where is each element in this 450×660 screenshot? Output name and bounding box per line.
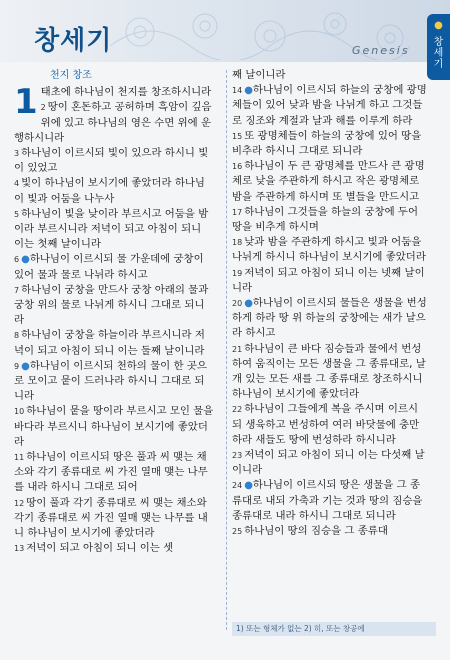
verse-text: 하나님이 궁창을 만드사 궁창 아래의 물과 궁창 위의 물로 나뉘게 하시니 그대로 되니라	[14, 283, 209, 327]
verse-text: 하나님이 빛을 낮이라 부르시고 어둠을 밤이라 부르시니라 저녁이 되고 아침이 되니 이는 첫째 날이니라	[14, 207, 209, 251]
verse	[14, 328, 214, 358]
tab-marker-icon: ●	[434, 20, 443, 31]
side-tab-char: 세	[433, 48, 444, 59]
verse-text: 하나님이 두 큰 광명체를 만드사 큰 광명체로 낮을 주관하게 하시고 작은 광명체로 밤을 주관하게 하시며 또 별들을 만드시고	[232, 160, 425, 203]
verse	[232, 448, 428, 478]
verse	[232, 478, 428, 524]
verse-text: 저녁이 되고 아침이 되니 이는 다섯째 날이니라	[232, 449, 425, 477]
verse-text: 하나님이 이르시되 천하의 물이 한 곳으로 모이고 뭍이 드러나라 하시니 그대로 되니라	[14, 359, 207, 403]
verse	[14, 252, 214, 282]
verse	[232, 83, 428, 129]
verse-text: 낮과 밤을 주관하게 하시고 빛과 어둠을 나뉘게 하시니 하나님이 보시기에 좋았더라	[232, 236, 426, 264]
chapter-number: 1	[14, 82, 38, 123]
verse-text: 하나님이 이르시되 물들은 생물을 번성하게 하라 땅 위 하늘의 궁창에는 새가 날으라 하시고	[232, 297, 427, 340]
verse-number: 16	[232, 162, 243, 172]
verse-text: 하나님이 큰 바다 짐승들과 물에서 번성하여 움직이는 모든 생물을 그 종류대로, 날개 있는 모든 새를 그 종류대로 창조하시니 하나님이 보시기에 좋았더라	[232, 342, 426, 401]
section-title: 천지 창조	[50, 70, 92, 81]
verse	[14, 100, 214, 146]
verse	[232, 159, 428, 205]
verse	[232, 296, 428, 342]
verse	[232, 235, 428, 265]
verse	[14, 404, 214, 450]
verse-list	[14, 82, 214, 556]
verse-number: 24	[232, 481, 243, 491]
verse-text: 하나님이 이르시되 하늘의 궁창에 광명체들이 있어 낮과 밤을 나뉘게 하고 그것들로 징조와 계절과 날과 해를 이루게 하라	[232, 84, 427, 127]
verse-text: 땅이 풀과 각기 종류대로 씨 맺는 채소와 각기 종류대로 씨 가진 열매 맺는 나무를 내니 하나님이 보시기에 좋았더라	[14, 496, 208, 540]
paragraph-marker-icon: ●	[244, 480, 253, 492]
verse-text: 태초에 하나님이 천지를 창조하시니라	[40, 86, 212, 99]
page-header	[0, 0, 450, 62]
verse-number: 14	[232, 86, 243, 96]
verse-text: 하나님이 이르시되 땅은 풀과 씨 맺는 채소와 각기 종류대로 씨 가진 열매 맺는 나무를 내라 하시니 그대로 되어	[14, 451, 208, 494]
verse-number: 25	[232, 527, 243, 537]
verse-text: 저녁이 되고 아침이 되니 이는 넷째 날이니라	[232, 266, 425, 294]
verse	[232, 524, 428, 539]
verse-number: 5	[14, 209, 20, 219]
verse-number: 19	[232, 268, 243, 278]
verse	[232, 205, 428, 235]
verse	[14, 496, 214, 542]
verse-number: 2	[40, 103, 46, 113]
book-title: 창세기	[34, 26, 113, 56]
book-index-tab[interactable]	[427, 14, 450, 80]
verse	[14, 207, 214, 253]
verse-text: 저녁이 되고 아침이 되니 이는 셋	[26, 542, 174, 555]
verse-text: 하나님이 땅의 짐승을 그 종류대	[244, 525, 388, 538]
verse-number: 7	[14, 285, 20, 295]
verse-number: 17	[232, 207, 243, 217]
footnote: 1) 또는 형체가 없는 2) 히, 또는 창공에	[232, 622, 436, 636]
verse-text: 하나님이 그들에게 복을 주시며 이르시되 생육하고 번성하여 여러 바닷물에 충만하라 새들도 땅에 번성하라 하시니라	[232, 403, 420, 446]
verse-number: 18	[232, 238, 243, 248]
verse-text: 땅이 혼돈하고 공허하며 흑암이 깊음 위에 있고 하나님의 영은 수면 위에 운행하시니라	[14, 101, 212, 144]
verse-text: 하나님이 이르시되 땅은 생물을 그 종류대로 내되 가축과 기는 것과 땅의 짐승을 종류대로 내라 하시니 그대로 되니라	[232, 479, 423, 522]
right-column	[232, 68, 428, 539]
verse-number: 8	[14, 331, 20, 341]
verse-number: 12	[14, 498, 25, 508]
verse-number: 23	[232, 451, 243, 461]
verse-number: 11	[14, 453, 25, 463]
verse-list	[232, 68, 428, 539]
verse-text: 하나님이 궁창을 하늘이라 부르시니라 저녁이 되고 아침이 되니 이는 둘째 날이니라	[14, 329, 205, 357]
verse	[232, 342, 428, 403]
verse	[14, 450, 214, 496]
paragraph-marker-icon: ●	[244, 85, 253, 97]
left-column	[14, 68, 214, 557]
verse-number: 13	[14, 544, 25, 554]
verse	[14, 85, 214, 100]
side-tab-char: 창	[433, 37, 444, 48]
verse-number: 15	[232, 131, 243, 141]
verse-number: 21	[232, 344, 243, 354]
paragraph-marker-icon: ●	[244, 298, 253, 310]
verse-text: 하나님이 이르시되 빛이 있으라 하시니 빛이 있었고	[14, 147, 209, 175]
column-divider	[226, 70, 227, 630]
verse-number: 6	[14, 255, 20, 265]
verse	[232, 129, 428, 159]
paragraph-marker-icon: ●	[21, 254, 30, 266]
verse-text: 째 날이니라	[232, 69, 286, 81]
side-tab-char: 기	[433, 59, 444, 70]
verse-number: 4	[14, 179, 20, 189]
verse-number: 10	[14, 407, 25, 417]
verse-text: 하나님이 그것들을 하늘의 궁창에 두어 땅을 비추게 하시며	[232, 205, 418, 234]
verse	[14, 359, 214, 405]
verse-number: 22	[232, 405, 243, 415]
paragraph-marker-icon: ●	[21, 360, 30, 372]
verse-number: 9	[14, 361, 20, 371]
verse	[14, 283, 214, 329]
verse-number: 20	[232, 299, 243, 309]
verse-text: 빛이 하나님이 보시기에 좋았더라 하나님이 빛과 어둠을 나누사	[14, 177, 205, 205]
verse-text: 또 광명체들이 하늘의 궁창에 있어 땅을 비추라 하시니 그대로 되니라	[232, 129, 422, 158]
verse-number: 3	[14, 149, 20, 159]
verse	[14, 541, 214, 556]
verse	[232, 402, 428, 448]
verse	[232, 266, 428, 296]
verse	[232, 68, 428, 83]
verse	[14, 146, 214, 176]
book-title-english: Genesis	[352, 44, 410, 57]
verse	[14, 176, 214, 206]
verse-text: 하나님이 이르시되 물 가운데에 궁창이 있어 물과 물로 나뉘라 하시고	[14, 253, 204, 281]
verse-text: 하나님이 뭍을 땅이라 부르시고 모인 물을 바다라 부르시니 하나님이 보시기에 좋았더라	[14, 405, 214, 448]
